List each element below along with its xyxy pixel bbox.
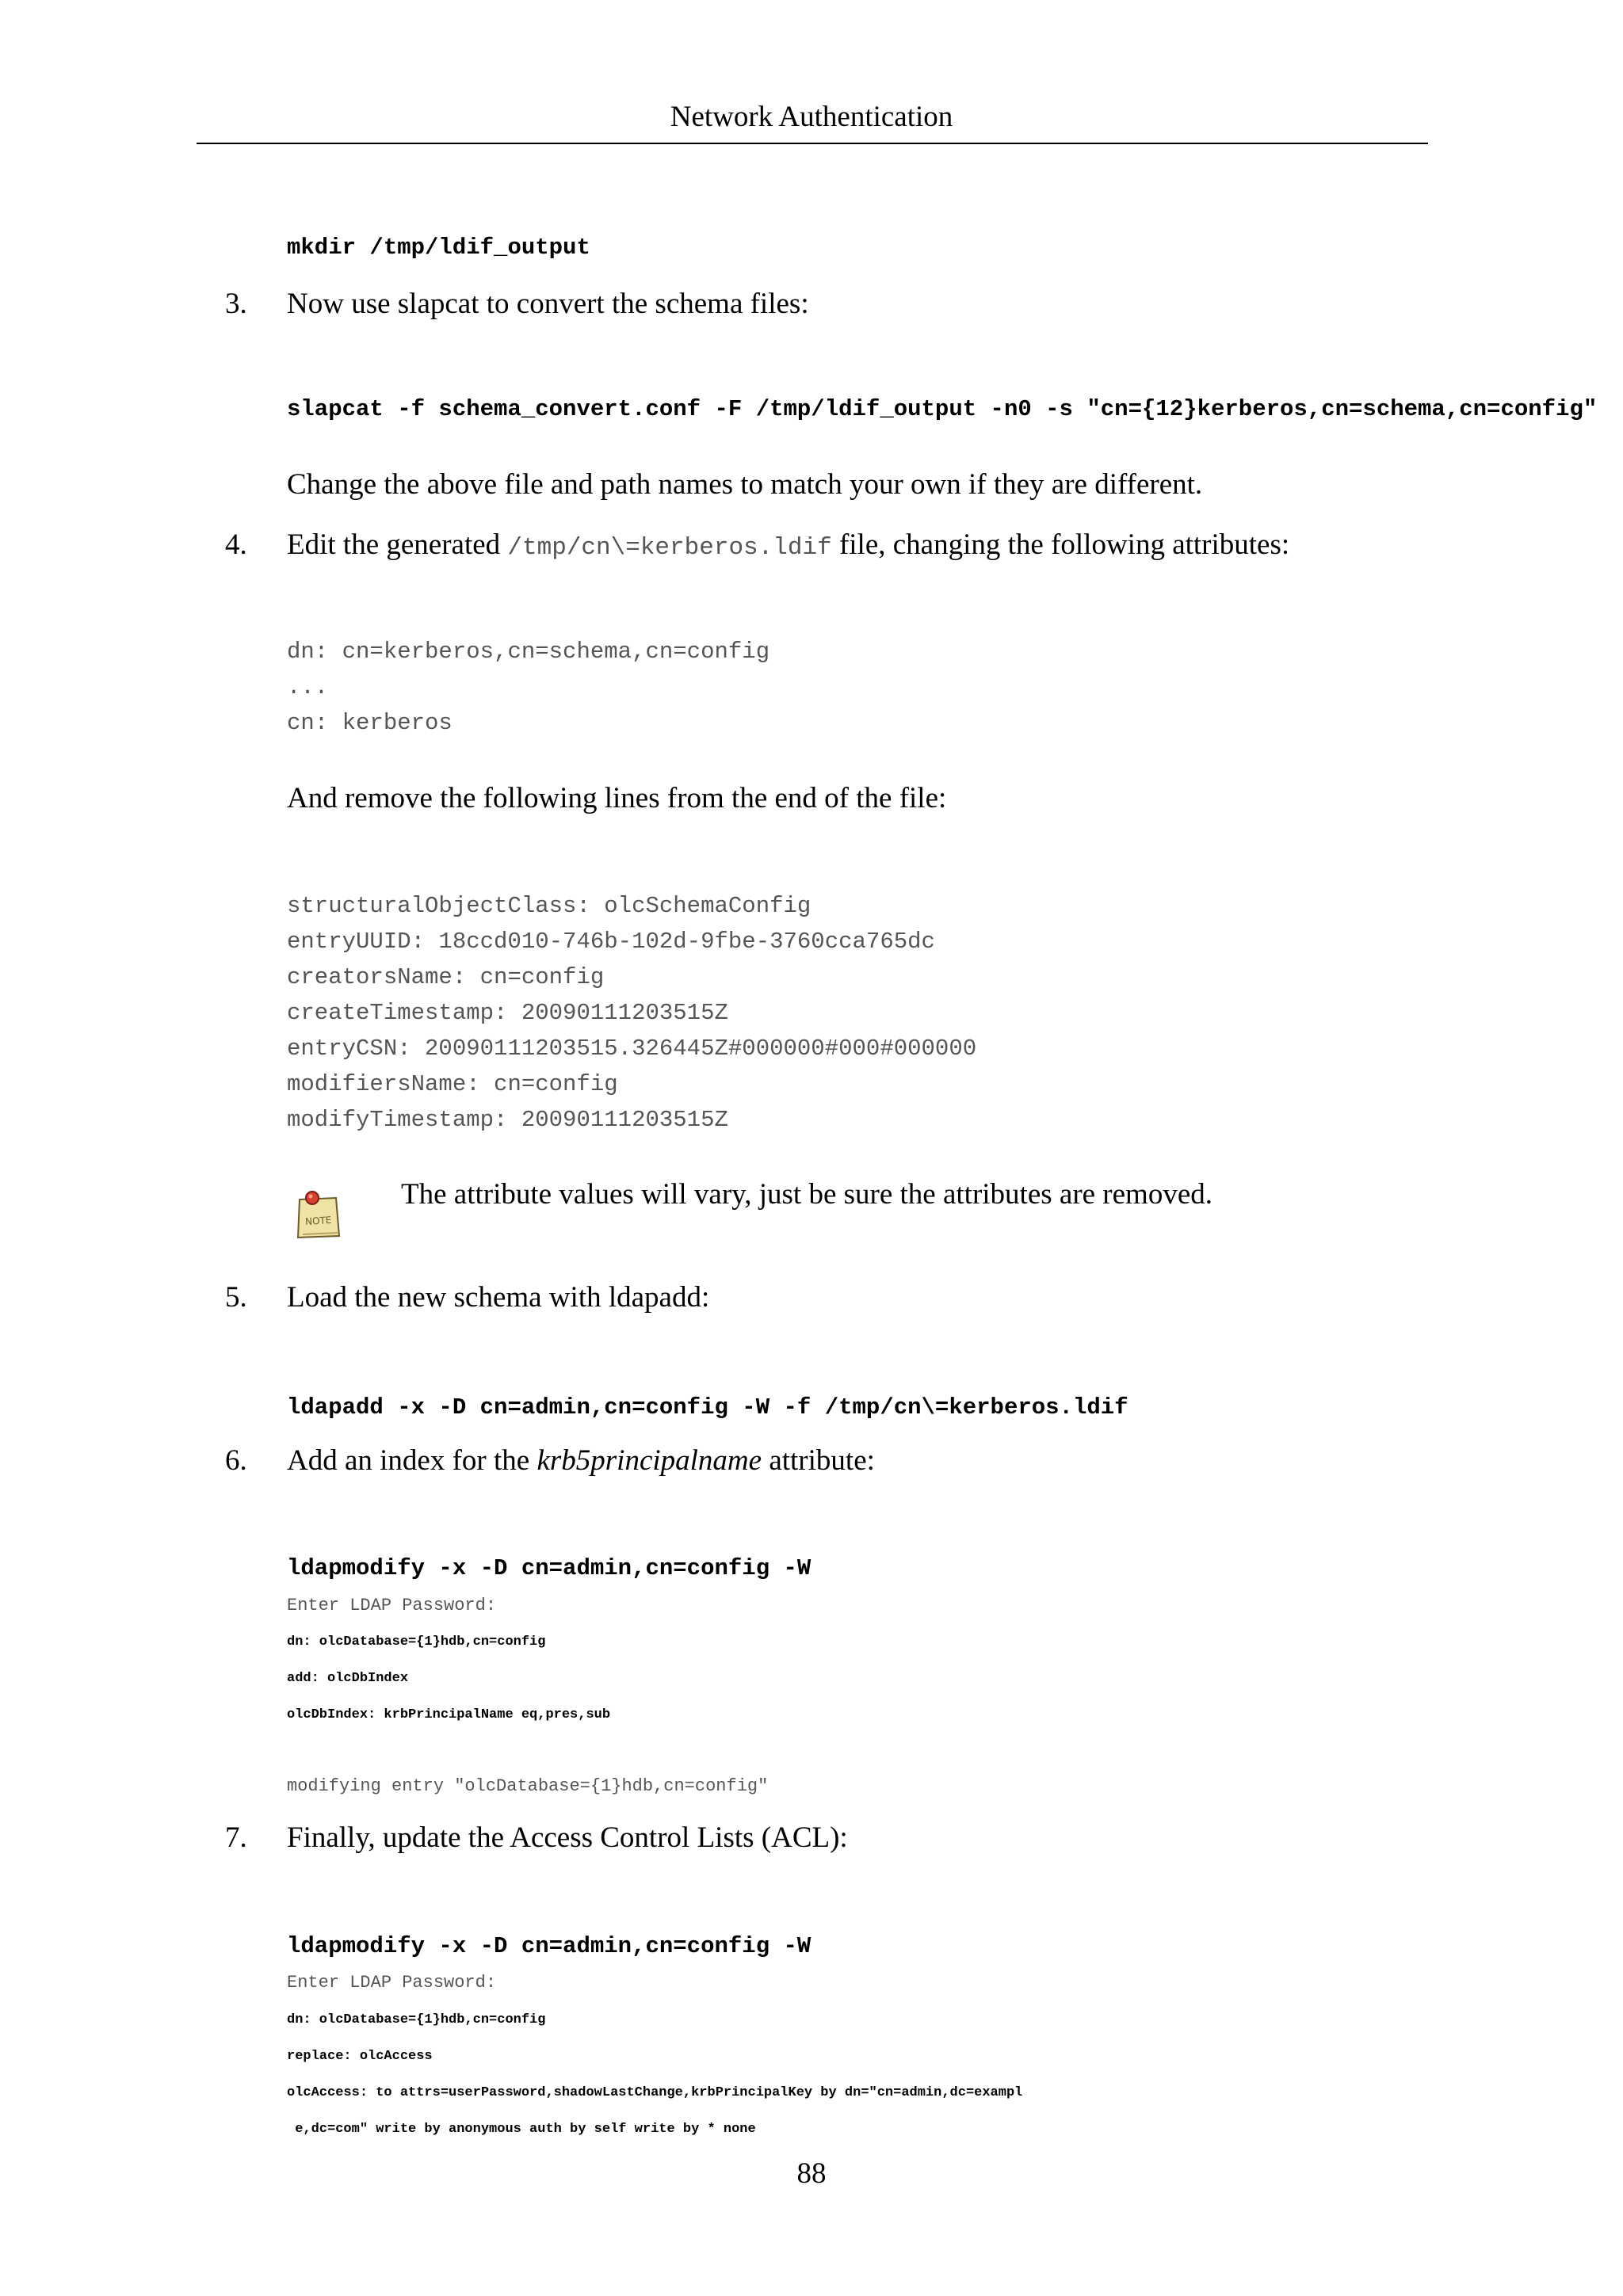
step-3-number: 3. xyxy=(225,288,247,320)
code-modify-result: modifying entry "olcDatabase={1}hdb,cn=config" xyxy=(287,1776,769,1796)
code-acl-line: e,dc=com" write by anonymous auth by self write by * none xyxy=(287,2122,756,2137)
step-6-text-after: attribute: xyxy=(762,1444,875,1477)
step-6-text-before: Add an index for the xyxy=(287,1444,537,1477)
code-remove-line: modifiersName: cn=config xyxy=(287,1071,618,1097)
step-4-filename: /tmp/cn\=kerberos.ldif xyxy=(507,534,832,562)
code-edit-line: ... xyxy=(287,674,329,700)
step-7-number: 7. xyxy=(225,1821,247,1854)
code-password-prompt: Enter LDAP Password: xyxy=(287,1973,497,1993)
code-index-line: olcDbIndex: krbPrincipalName eq,pres,sub xyxy=(287,1707,611,1722)
code-acl-line: olcAccess: to attrs=userPassword,shadowLastChange,krbPrincipalKey by dn="cn=admin,dc=exampl xyxy=(287,2085,1023,2100)
code-remove-line: creatorsName: cn=config xyxy=(287,964,605,990)
code-ldapmodify-acl: ldapmodify -x -D cn=admin,cn=config -W xyxy=(287,1933,812,1959)
code-password-prompt: Enter LDAP Password: xyxy=(287,1596,497,1615)
step-6-attribute-name: krb5principalname xyxy=(537,1444,762,1477)
paragraph-change-names: Change the above file and path names to match your own if they are different. xyxy=(287,468,1203,501)
paragraph-remove-lines: And remove the following lines from the end of the file: xyxy=(287,782,947,814)
code-edit-line: cn: kerberos xyxy=(287,710,453,736)
note-icon-label: NOTE xyxy=(304,1214,332,1228)
code-index-line: dn: olcDatabase={1}hdb,cn=config xyxy=(287,1634,546,1650)
code-acl-line: dn: olcDatabase={1}hdb,cn=config xyxy=(287,2012,546,2027)
code-remove-line: entryUUID: 18ccd010-746b-102d-9fbe-3760cca765dc xyxy=(287,929,935,955)
code-ldapadd: ldapadd -x -D cn=admin,cn=config -W -f /tmp/cn\=kerberos.ldif xyxy=(287,1394,1128,1421)
code-remove-line: entryCSN: 20090111203515.326445Z#000000#000#000000 xyxy=(287,1035,977,1062)
code-edit-line: dn: cn=kerberos,cn=schema,cn=config xyxy=(287,639,770,665)
running-header: Network Authentication xyxy=(670,101,953,133)
note-text: The attribute values will vary, just be sure the attributes are removed. xyxy=(401,1178,1213,1211)
header-rule xyxy=(197,143,1428,144)
note-icon xyxy=(295,1188,342,1242)
step-4-number: 4. xyxy=(225,528,247,561)
code-ldapmodify-index: ldapmodify -x -D cn=admin,cn=config -W xyxy=(287,1555,812,1581)
step-6-text xyxy=(287,1444,875,1478)
page-number: 88 xyxy=(796,2157,827,2190)
code-remove-line: createTimestamp: 20090111203515Z xyxy=(287,1000,728,1026)
step-5-number: 5. xyxy=(225,1281,247,1314)
code-slapcat: slapcat -f schema_convert.conf -F /tmp/ldif_output -n0 -s "cn={12}kerberos,cn=schema,cn=config" xyxy=(287,396,1598,422)
step-6-number: 6. xyxy=(225,1444,247,1477)
step-3-text: Now use slapcat to convert the schema files: xyxy=(287,288,809,320)
code-remove-line: structuralObjectClass: olcSchemaConfig xyxy=(287,893,812,919)
step-5-text: Load the new schema with ldapadd: xyxy=(287,1281,710,1314)
code-acl-line: replace: olcAccess xyxy=(287,2049,433,2064)
code-index-line: add: olcDbIndex xyxy=(287,1671,409,1686)
step-7-text: Finally, update the Access Control Lists (ACL): xyxy=(287,1821,848,1854)
code-remove-line: modifyTimestamp: 20090111203515Z xyxy=(287,1107,728,1133)
step-4-text-after: file, changing the following attributes: xyxy=(831,528,1290,561)
step-4-text-before: Edit the generated xyxy=(287,528,508,561)
code-mkdir: mkdir /tmp/ldif_output xyxy=(287,235,590,261)
step-4-text xyxy=(287,528,1289,562)
